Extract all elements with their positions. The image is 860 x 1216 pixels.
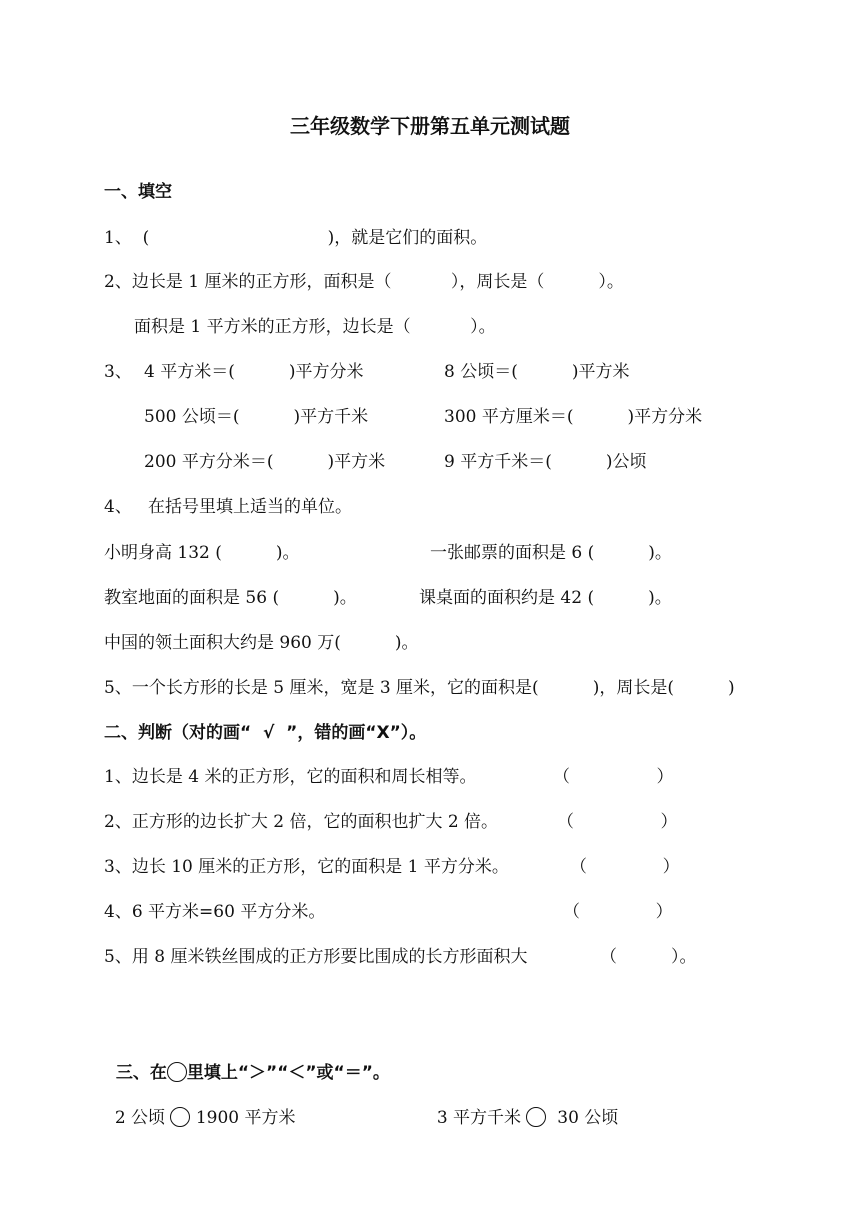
question-4a-right: 一张邮票的面积是 6 ( )。 (430, 543, 672, 563)
judge-item: 3、边长 10 厘米的正方形，它的面积是 1 平方分米。 (104, 857, 509, 877)
judge-blank: （ ） (553, 767, 674, 787)
section2-heading: 二、判断（对的画“ √ ”，错的画“X”）。 (104, 723, 427, 743)
question-4: 4、 在括号里填上适当的单位。 (104, 497, 353, 517)
judge-blank: （ ）。 (600, 947, 697, 967)
compare-circle-icon[interactable] (526, 1107, 546, 1127)
question-4a-left: 小明身高 132 ( )。 (104, 543, 300, 563)
judge-item: 5、用 8 厘米铁丝围成的正方形要比围成的长方形面积大 (104, 947, 528, 967)
question-4b-right: 课桌面的面积约是 42 ( )。 (419, 588, 672, 608)
judge-item: 2、正方形的边长扩大 2 倍，它的面积也扩大 2 倍。 (104, 812, 499, 832)
section1-heading: 一、填空 (104, 182, 172, 202)
question-2b: 面积是 1 平方米的正方形，边长是（ ）。 (134, 317, 496, 337)
judge-item: 4、6 平方米=60 平方分米。 (104, 902, 326, 922)
question-3a-right: 8 公顷＝( )平方米 (444, 362, 630, 382)
judge-blank: （ ） (570, 857, 680, 877)
question-3c-left: 200 平方分米＝( )平方米 (144, 452, 386, 472)
compare-item-1: 2 公顷 1900 平方米 (114, 1108, 296, 1128)
question-4b-left: 教室地面的面积是 56 ( )。 (104, 588, 357, 608)
judge-blank: （ ） (563, 902, 673, 922)
judge-blank: （ ） (557, 812, 678, 832)
compare-circle-icon[interactable] (170, 1107, 190, 1127)
question-3b-left: 500 公顷＝( )平方千米 (144, 407, 369, 427)
question-3b-right: 300 平方厘米＝( )平方分米 (444, 407, 703, 427)
section3-heading: 三、在 里填上“＞”“＜”或“＝”。 (115, 1063, 390, 1083)
compare-circle-icon (167, 1062, 187, 1082)
page-title: 三年级数学下册第五单元测试题 (290, 114, 570, 138)
question-3a-left: 4 平方米＝( )平方分米 (144, 362, 364, 382)
question-4c: 中国的领土面积大约是 960 万( )。 (104, 633, 419, 653)
question-2a: 2、边长是 1 厘米的正方形，面积是（ ），周长是（ ）。 (104, 272, 624, 292)
judge-item: 1、边长是 4 米的正方形，它的面积和周长相等。 (104, 767, 477, 787)
question-5: 5、一个长方形的长是 5 厘米，宽是 3 厘米，它的面积是( )，周长是( ) (104, 678, 735, 698)
question-3c-right: 9 平方千米＝( )公顷 (444, 452, 647, 472)
question-1: 1、 ( )，就是它们的面积。 (104, 228, 488, 248)
question-3-number: 3、 (104, 362, 132, 382)
compare-item-2: 3 平方千米 30 公顷 (436, 1108, 619, 1128)
